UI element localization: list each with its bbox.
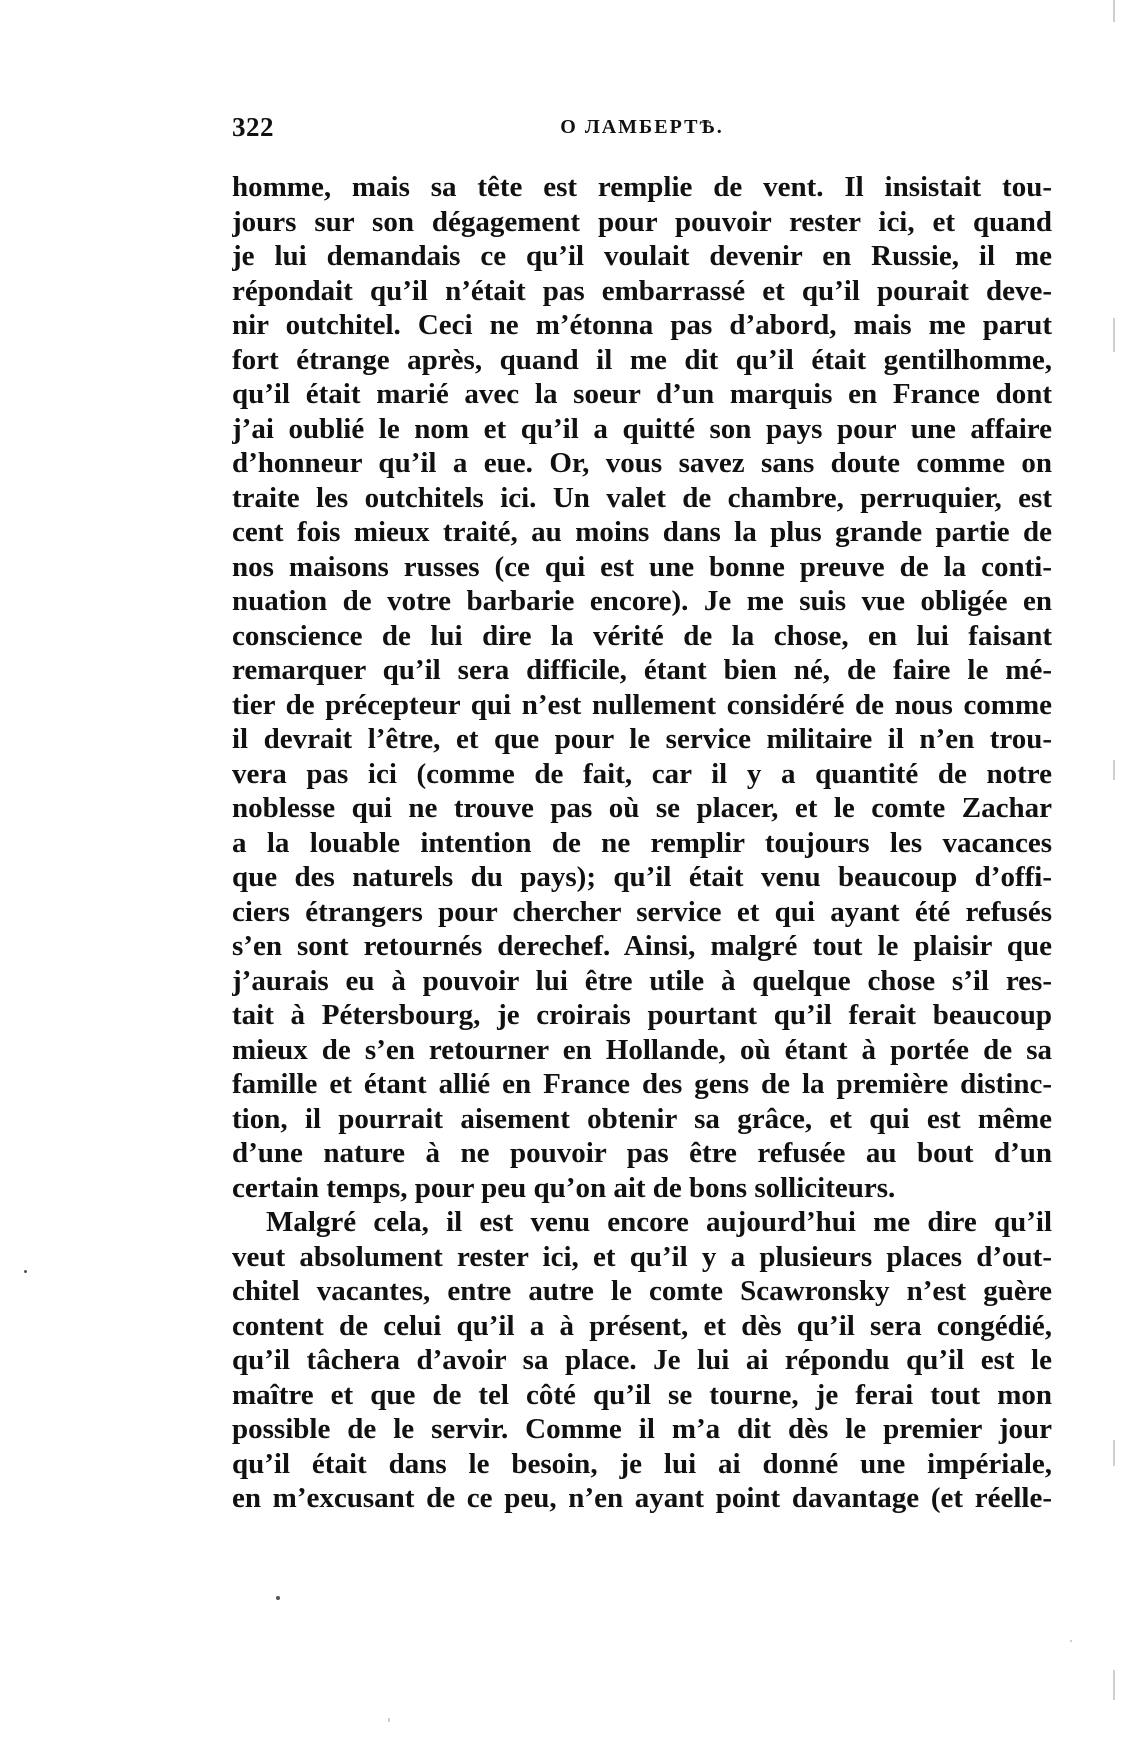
paragraph-end-line: certain temps, pour peu qu’on ait de bons solliciteurs. (232, 1171, 896, 1204)
text-line: famille et étant allié en France des gens de la première distinc- (232, 1068, 1052, 1100)
text-line: a la louable intention de ne remplir toujours les vacances (232, 826, 1052, 859)
text-line: cent fois mieux traité, au moins dans la plus grande partie de (232, 516, 1052, 548)
running-head (232, 112, 1052, 152)
text-line: répondait qu’il n’était pas embarrassé et qu’il pourait deve- (232, 274, 1052, 307)
text-line: il devrait l’être, et que pour le service militaire il n’en trou- (232, 723, 1052, 755)
text-line: maître et que de tel côté qu’il se tourne, je ferai tout mon (232, 1378, 1052, 1411)
text-line: remarquer qu’il sera difficile, étant bien né, de faire le mé- (232, 654, 1052, 686)
running-title: О ЛАМБЕРТѢ. (560, 116, 724, 138)
text-line: en m’excusant de ce peu, n’en ayant point davantage (et réelle- (232, 1482, 1052, 1514)
text-line: tier de précepteur qui n’est nullement considéré de nous comme (232, 688, 1052, 721)
text-line: qu’il tâchera d’avoir sa place. Je lui ai répondu qu’il est le (232, 1344, 1052, 1376)
text-line: tion, il pourrait aisement obtenir sa grâce, et qui est même (232, 1102, 1052, 1135)
text-line: possible de le servir. Comme il m’a dit dès le premier jour (232, 1413, 1052, 1445)
text-line: nuation de votre barbarie encore). Je me suis vue obligée en (232, 585, 1052, 617)
text-line: fort étrange après, quand il me dit qu’il était gentilhomme, (232, 343, 1052, 376)
text-line: traite les outchitels ici. Un valet de chambre, perruquier, est (232, 481, 1052, 514)
text-line: homme, mais sa tête est remplie de vent. Il insistait tou- (232, 171, 1052, 203)
text-line: chitel vacantes, entre autre le comte Scawronsky n’est guère (232, 1275, 1052, 1307)
paragraph-start-line: Malgré cela, il est venu encore aujourd’hui me dire qu’il (266, 1206, 1052, 1238)
text-line: que des naturels du pays); qu’il était venu beaucoup d’offi- (232, 861, 1052, 893)
scan-edge-mark (388, 1718, 390, 1722)
text-line: j’ai oublié le nom et qu’il a quitté son pays pour une affaire (232, 412, 1052, 445)
text-line: veut absolument rester ici, et qu’il y a plusieurs places d’out- (232, 1240, 1052, 1273)
scan-edge-mark (1113, 1670, 1115, 1700)
body-text (232, 170, 1052, 1516)
text-line: s’en sont retournés derechef. Ainsi, malgré tout le plaisir que (232, 930, 1052, 962)
text-line: qu’il était marié avec la soeur d’un marquis en France dont (232, 378, 1052, 410)
text-line: tait à Pétersbourg, je croirais pourtant qu’il ferait beaucoup (232, 999, 1052, 1031)
scan-speck (276, 1596, 280, 1600)
text-line: content de celui qu’il a à présent, et dès qu’il sera congédié, (232, 1309, 1052, 1342)
text-line: mieux de s’en retourner en Hollande, où étant à portée de sa (232, 1033, 1052, 1066)
text-line: d’honneur qu’il a eue. Or, vous savez sans doute comme on (232, 447, 1052, 479)
page-number: 322 (232, 112, 274, 142)
text-line: qu’il était dans le besoin, je lui ai donné une impériale, (232, 1447, 1052, 1480)
text-line: conscience de lui dire la vérité de la chose, en lui faisant (232, 619, 1052, 652)
scan-edge-mark (1113, 0, 1115, 22)
scan-edge-mark (1113, 760, 1115, 780)
text-line: je lui demandais ce qu’il voulait devenir en Russie, il me (232, 240, 1052, 272)
scan-edge-mark (1113, 1440, 1115, 1466)
text-line: jours sur son dégagement pour pouvoir rester ici, et quand (232, 205, 1052, 238)
text-line: nos maisons russes (ce qui est une bonne preuve de la conti- (232, 550, 1052, 583)
scan-speck (24, 1270, 27, 1273)
scan-edge-mark (1070, 1640, 1072, 1642)
text-line: ciers étrangers pour chercher service et qui ayant été refusés (232, 895, 1052, 928)
text-line: d’une nature à ne pouvoir pas être refusée au bout d’un (232, 1137, 1052, 1169)
text-line: noblesse qui ne trouve pas où se placer, et le comte Zachar (232, 792, 1052, 824)
text-line: nir outchitel. Ceci ne m’étonna pas d’abord, mais me parut (232, 309, 1052, 341)
text-line: vera pas ici (comme de fait, car il y a quantité de notre (232, 757, 1052, 790)
scan-edge-mark (1113, 318, 1115, 352)
text-line: j’aurais eu à pouvoir lui être utile à quelque chose s’il res- (232, 964, 1052, 997)
